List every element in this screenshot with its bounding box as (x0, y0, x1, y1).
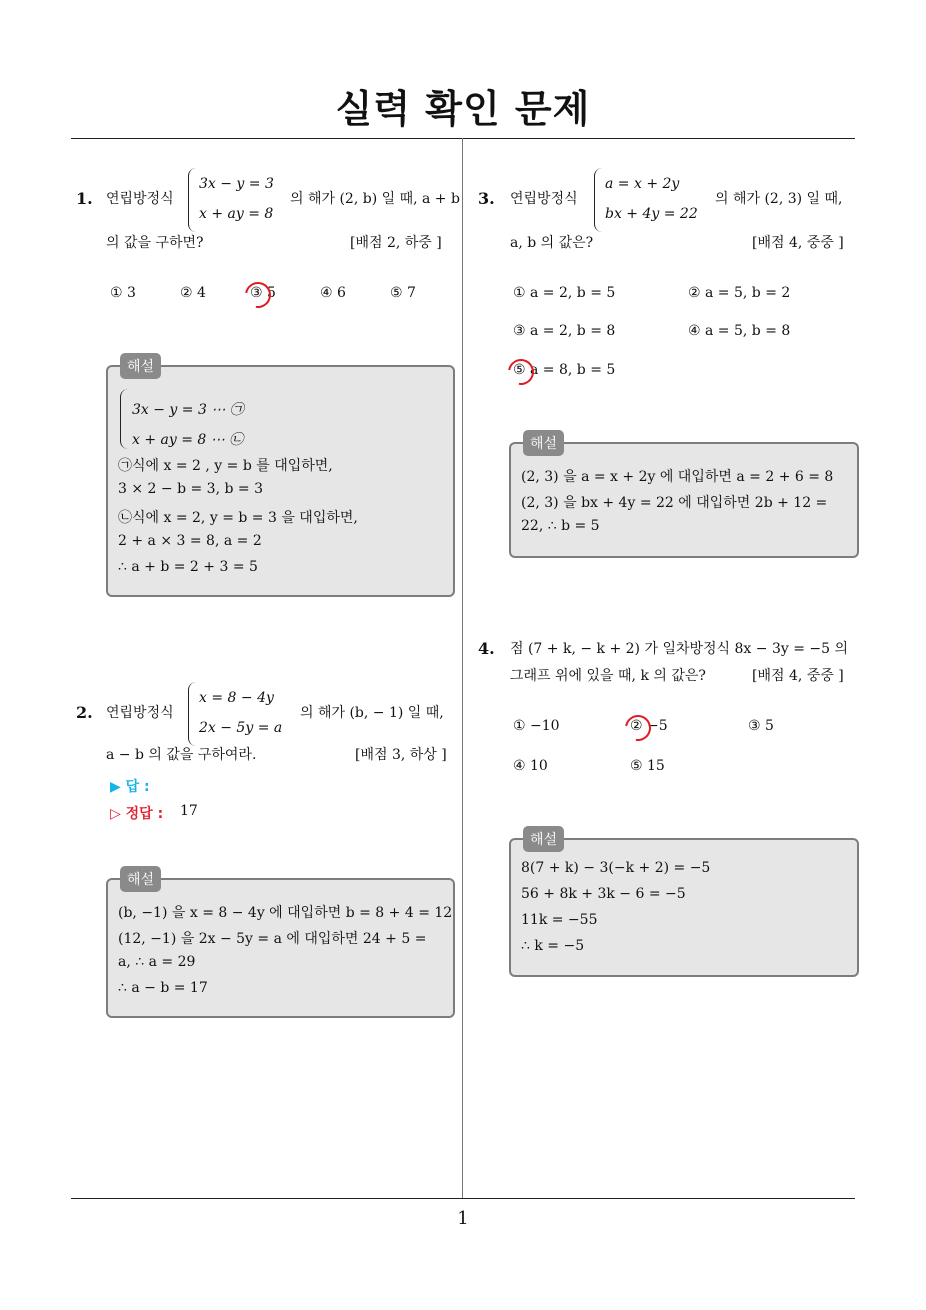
top-rule (71, 138, 855, 139)
q2-correct-label: ▷ 정답 : (110, 806, 164, 822)
q4-points: [배점 4, 중중 ] (752, 668, 844, 684)
q4-choice-2[interactable]: ② −5 (630, 718, 668, 734)
q2-equation-system (188, 682, 289, 746)
q3-choice-2[interactable]: ② a = 5, b = 2 (688, 285, 791, 301)
q1-choice-3[interactable]: ③ 5 (250, 285, 276, 301)
q1-solution-box (106, 359, 455, 597)
q2-tail: 의 해가 (b, − 1) 일 때, (300, 705, 444, 721)
q1-eq2: x + ay = 8 (199, 206, 274, 222)
q4-sol-line: ∴ k = −5 (521, 938, 585, 954)
q3-choice-3[interactable]: ③ a = 2, b = 8 (513, 323, 616, 339)
q1-sol-line: ㉡식에 x = 2, y = b = 3 을 대입하면, (118, 510, 358, 526)
q1-sol-line: ∴ a + b = 2 + 3 = 5 (118, 559, 258, 575)
q4-sol-line: 11k = −55 (521, 912, 598, 928)
q3-line2: a, b 의 값은? (510, 235, 594, 251)
q1-lead: 연립방정식 (106, 191, 174, 207)
q2-answer-label: ▶ 답 : (110, 779, 150, 795)
q3-sol-line: (2, 3) 을 bx + 4y = 22 에 대입하면 2b + 12 = (521, 495, 828, 511)
q3-choice-5[interactable]: ⑤ a = 8, b = 5 (513, 362, 616, 378)
q4-choice-1[interactable]: ① −10 (513, 718, 560, 734)
q1-line2: 의 값을 구하면? (106, 235, 204, 251)
column-divider (462, 138, 463, 1198)
q1-choice-1[interactable]: ① 3 (110, 285, 136, 301)
q1-solution-brace (120, 389, 131, 449)
q4-number: 4. (478, 639, 495, 658)
q3-tail: 의 해가 (2, 3) 일 때, (715, 191, 843, 207)
q2-lead: 연립방정식 (106, 705, 174, 721)
q1-number: 1. (76, 189, 93, 208)
q3-sol-line: (2, 3) 을 a = x + 2y 에 대입하면 a = 2 + 6 = 8 (521, 469, 834, 485)
q2-solution-label: 해설 (120, 866, 161, 892)
q1-sol-line: 2 + a × 3 = 8, a = 2 (118, 533, 262, 549)
page-number: 1 (457, 1208, 469, 1229)
q3-choice-1[interactable]: ① a = 2, b = 5 (513, 285, 616, 301)
q1-answer-mark (240, 277, 276, 313)
q4-choice-4[interactable]: ④ 10 (513, 758, 548, 774)
q3-points: [배점 4, 중중 ] (752, 235, 844, 251)
q2-solution-box (106, 872, 455, 1018)
q1-solution-label: 해설 (120, 353, 161, 379)
q1-sol-line: 3 × 2 − b = 3, b = 3 (118, 481, 263, 497)
q4-choice-5[interactable]: ⑤ 15 (630, 758, 665, 774)
q1-sol-line: ㉠식에 x = 2 , y = b 를 대입하면, (118, 458, 333, 474)
q3-eq2: bx + 4y = 22 (605, 206, 698, 222)
q2-number: 2. (76, 703, 93, 722)
q2-eq2: 2x − 5y = a (199, 720, 283, 736)
q3-number: 3. (478, 189, 495, 208)
q2-correct-value: 17 (180, 803, 198, 819)
q1-choice-2[interactable]: ② 4 (180, 285, 206, 301)
q1-choice-5[interactable]: ⑤ 7 (390, 285, 416, 301)
q2-points: [배점 3, 하상 ] (355, 747, 447, 763)
q3-eq1: a = x + 2y (605, 176, 680, 192)
q1-eq1: 3x − y = 3 (199, 176, 274, 192)
q4-sol-line: 8(7 + k) − 3(−k + 2) = −5 (521, 860, 711, 876)
q4-answer-mark (620, 710, 656, 746)
q3-lead: 연립방정식 (510, 191, 578, 207)
q1-sol-eq2: x + ay = 8 ⋯ ㉡ (132, 432, 244, 448)
q1-sol-eq1: 3x − y = 3 ⋯ ㉠ (132, 402, 244, 418)
q1-points: [배점 2, 하중 ] (350, 235, 442, 251)
q4-sol-line: 56 + 8k + 3k − 6 = −5 (521, 886, 686, 902)
bottom-rule (71, 1198, 855, 1199)
q1-choice-4[interactable]: ④ 6 (320, 285, 346, 301)
q3-answer-mark (503, 354, 539, 390)
q2-sol-line: (12, −1) 을 2x − 5y = a 에 대입하면 24 + 5 = (118, 931, 427, 947)
q4-solution-box (509, 832, 859, 977)
q2-line2: a − b 의 값을 구하여라. (106, 747, 257, 763)
q4-line1: 점 (7 + k, − k + 2) 가 일차방정식 8x − 3y = −5 의 (510, 641, 849, 657)
q4-solution-label: 해설 (523, 826, 564, 852)
q2-sol-line: (b, −1) 을 x = 8 − 4y 에 대입하면 b = 8 + 4 = 12 (118, 905, 453, 921)
q2-eq1: x = 8 − 4y (199, 690, 274, 706)
q1-equation-system (188, 168, 279, 232)
q3-equation-system (594, 168, 700, 232)
q3-sol-line: 22, ∴ b = 5 (521, 518, 600, 534)
page-title: 실력 확인 문제 (335, 87, 591, 131)
q3-solution-box (509, 436, 859, 558)
q3-solution-label: 해설 (523, 430, 564, 456)
q4-line2: 그래프 위에 있을 때, k 의 값은? (510, 668, 706, 684)
q3-choice-4[interactable]: ④ a = 5, b = 8 (688, 323, 791, 339)
q2-sol-line: ∴ a − b = 17 (118, 980, 208, 996)
q1-tail: 의 해가 (2, b) 일 때, a + b (290, 191, 460, 207)
q2-sol-line: a, ∴ a = 29 (118, 954, 196, 970)
q4-choice-3[interactable]: ③ 5 (748, 718, 774, 734)
